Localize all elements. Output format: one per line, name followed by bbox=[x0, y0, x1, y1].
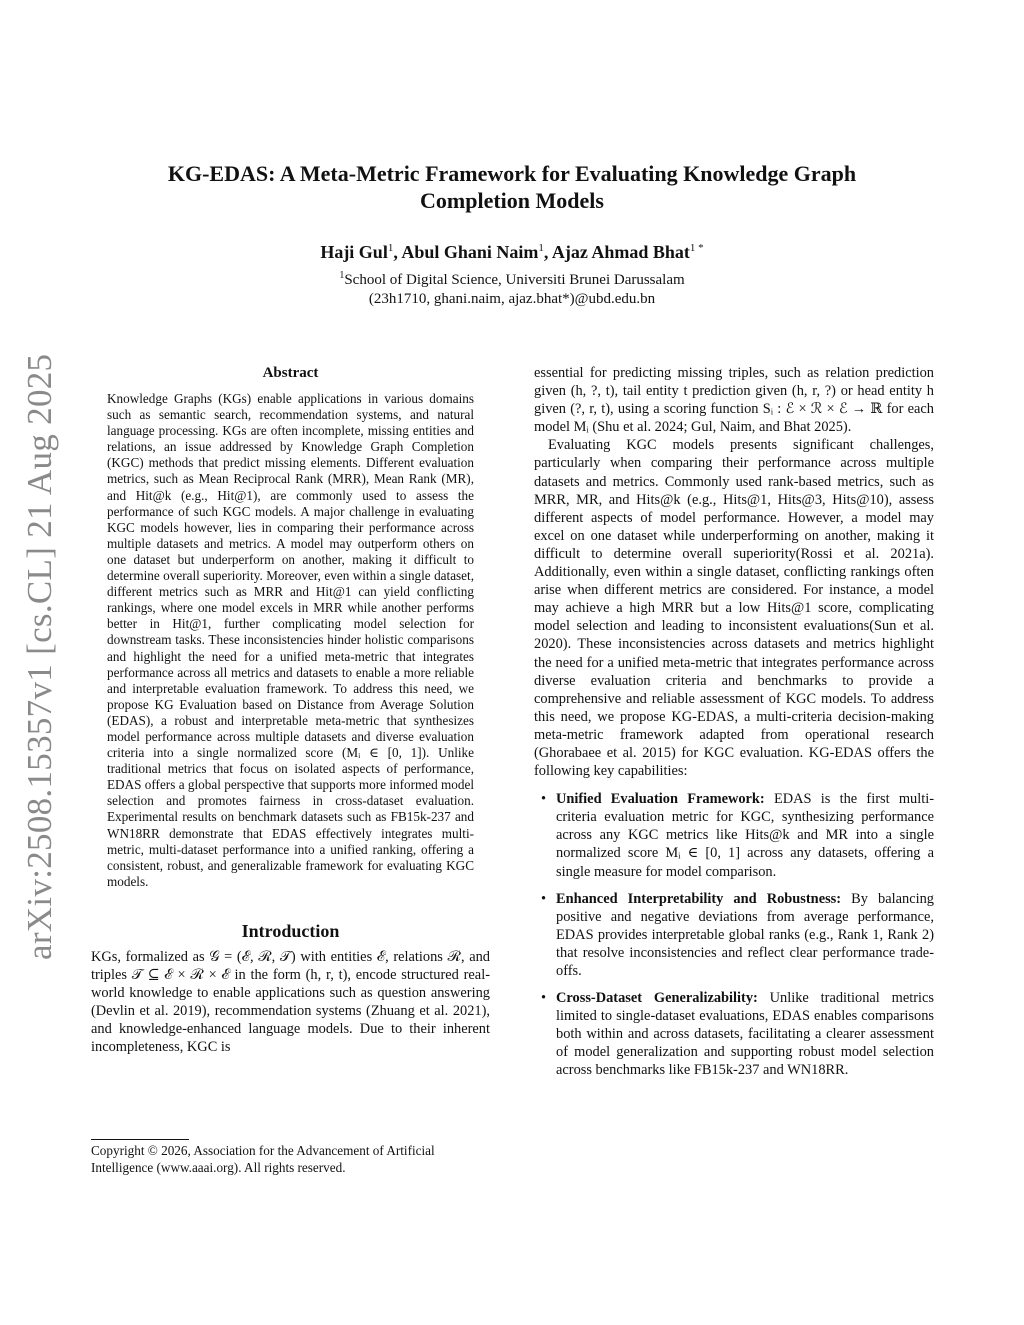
author-mark: 1 bbox=[538, 242, 544, 254]
affiliation-mark: 1 bbox=[339, 270, 345, 281]
introduction-heading: Introduction bbox=[241, 920, 340, 941]
bullet-text: EDAS is the first multi-criteria evaluation metric for KGC, synthesizing performance across any KGC metrics like Hits@k and MR into a single normalized score Mᵢ ∈ [0, 1] across any datasets, offering a single measure for model comparison. bbox=[556, 791, 934, 880]
bullet-title: Unified Evaluation Framework: bbox=[556, 791, 765, 808]
paper-title bbox=[100, 160, 924, 214]
author-mark: 1 * bbox=[689, 242, 704, 254]
capabilities-list bbox=[534, 790, 934, 1079]
intro-paragraph-2: Evaluating KGC models presents significant challenges, particularly when comparing their performance across multiple datasets and metrics. Commonly used rank-based metrics, such as MRR, MR, and Hits@k (e.g., Hits@1, Hits@3, Hits@10), assess different aspects of model performance. However, a model may excel on one dataset while underperforming on another, making it difficult to determine overall superiority(Rossi et al. 2021a). Additionally, even within a single dataset, conflicting rankings often arise when different metrics are considered. For instance, a model may achieve a high MRR but a low Hits@1 score, complicating model selection and leading to inconsistent evaluations(Sun et al. 2020). These inconsistencies across datasets and metrics highlight the need for a unified meta-metric that integrates performance across diverse evaluation criteria and benchmarks to provide a comprehensive and reliable assessment of KGC models. To address this need, we propose KG-EDAS, a multi-criteria decision-making meta-metric framework adapted from operational research (Ghorabaee et al. 2015) for KGC evaluation. KG-EDAS offers the following key capabilities: bbox=[534, 437, 934, 780]
bullet-text: Unlike traditional metrics limited to single-dataset evaluations, EDAS enables comparisons both within and across datasets, facilitating a clearer assessment of model generalization and supporting robust model selection across benchmarks like FB15k-237 and WN18RR. bbox=[556, 990, 934, 1079]
list-item bbox=[534, 790, 934, 880]
copyright-footnote: Copyright © 2026, Association for the Advancement of Artificial Intelligence (www.aaai.org). All rights reserved. bbox=[91, 1143, 435, 1175]
bullet-title: Cross-Dataset Generalizability: bbox=[556, 990, 758, 1007]
author-list: Haji Gul$^1$, Abul Ghani Naim$^1$, Ajaz Ahmad Bhat$^{1 *}$ bbox=[320, 242, 704, 262]
affiliation: $^1$School of Digital Science, Universiti Brunei Darussalam bbox=[339, 270, 685, 288]
bullet-icon: • bbox=[541, 791, 547, 808]
intro-paragraph-1: KGs, formalized as 𝒢 = (ℰ, ℛ, 𝒯) with entities ℰ, relations ℛ, and triples 𝒯 ⊆ ℰ × ℛ × ℰ in the form (h, r, t), encode structured real-world knowledge to enable applications such as question answering (Devlin et al. 2019), recommendation systems (Zhuang et al. 2021), and knowledge-enhanced language models. Due to their inherent incompleteness, KGC is bbox=[91, 948, 490, 1056]
affiliation-block bbox=[100, 266, 924, 309]
intro-paragraph-1-continued: essential for predicting missing triples, such as relation prediction given (h, ?, t), tail entity t prediction given (h, r, ?) or head entity h given (?, r, t), using a scoring function Sᵢ : ℰ × ℛ × ℰ → ℝ for each model Mᵢ (Shu et al. 2024; Gul, Naim, and Bhat 2025). bbox=[534, 365, 934, 436]
title-line-1: KG-EDAS: A Meta-Metric Framework for Evaluating Knowledge Graph bbox=[167, 161, 857, 186]
bullet-icon: • bbox=[541, 990, 547, 1007]
author-name: Ajaz Ahmad Bhat bbox=[551, 242, 690, 262]
bullet-text: By balancing positive and negative deviations from average performance, EDAS provides interpretable global ranks (e.g., Rank 1, Rank 2) that resolve inconsistencies and reflect clear performance trade-offs. bbox=[556, 890, 934, 979]
footnote-divider bbox=[91, 1139, 189, 1140]
bullet-icon: • bbox=[541, 890, 547, 907]
author-emails: (23h1710, ghani.naim, ajaz.bhat*)@ubd.edu.bn bbox=[368, 291, 656, 307]
list-item bbox=[534, 890, 934, 980]
bullet-title: Enhanced Interpretability and Robustness: bbox=[556, 890, 842, 907]
abstract-text: Knowledge Graphs (KGs) enable applications in various domains such as semantic search, recommendation systems, and natural language processing. KGs are often incomplete, missing entities and relations, an issue addressed by Knowledge Graph Completion (KGC) methods that predict missing elements. Different evaluation metrics, such as Mean Reciprocal Rank (MRR), Mean Rank (MR), and Hit@k (e.g., Hit@1), are commonly used to assess the performance of such KGC models. A major challenge in evaluating KGC models however, lies in comparing their performance across multiple datasets and metrics. A model may outperform others on one dataset but underperform on another, making it difficult to determine overall superiority. Moreover, even within a single dataset, different metrics such as MRR and Hit@1 can yield conflicting rankings, where one model excels in MRR while another performs better in Hit@1, further complicating model selection for downstream tasks. These inconsistencies hinder holistic comparisons and highlight the need for a unified meta-metric that integrates performance across all metrics and datasets to enable a more reliable and interpretable evaluation framework. To address this need, we propose KG Evaluation based on Distance from Average Solution (EDAS), a robust and interpretable meta-metric that synthesizes model performance across multiple datasets and diverse evaluation criteria into a single normalized score (Mᵢ ∈ [0, 1]). Unlike traditional metrics that focus on isolated aspects of performance, EDAS offers a global perspective that supports more informed model selection and promotes fairness in cross-dataset evaluation. Experimental results on benchmark datasets such as FB15k-237 and WN18RR demonstrate that EDAS effectively integrates multi-metric, multi-dataset performance into a unified ranking, offering a consistent, robust, and generalizable framework for evaluating KGC models. bbox=[107, 391, 474, 889]
author-name: Abul Ghani Naim bbox=[401, 242, 539, 262]
abstract-heading: Abstract bbox=[262, 365, 319, 381]
list-item bbox=[534, 989, 934, 1079]
author-mark: 1 bbox=[387, 242, 394, 254]
right-column bbox=[534, 364, 934, 1089]
left-column bbox=[91, 364, 490, 1056]
author-name: Haji Gul bbox=[320, 242, 388, 262]
arxiv-identifier: arXiv:2508.15357v1 [cs.CL] 21 Aug 2025 bbox=[20, 353, 59, 960]
title-line-2: Completion Models bbox=[420, 188, 604, 213]
